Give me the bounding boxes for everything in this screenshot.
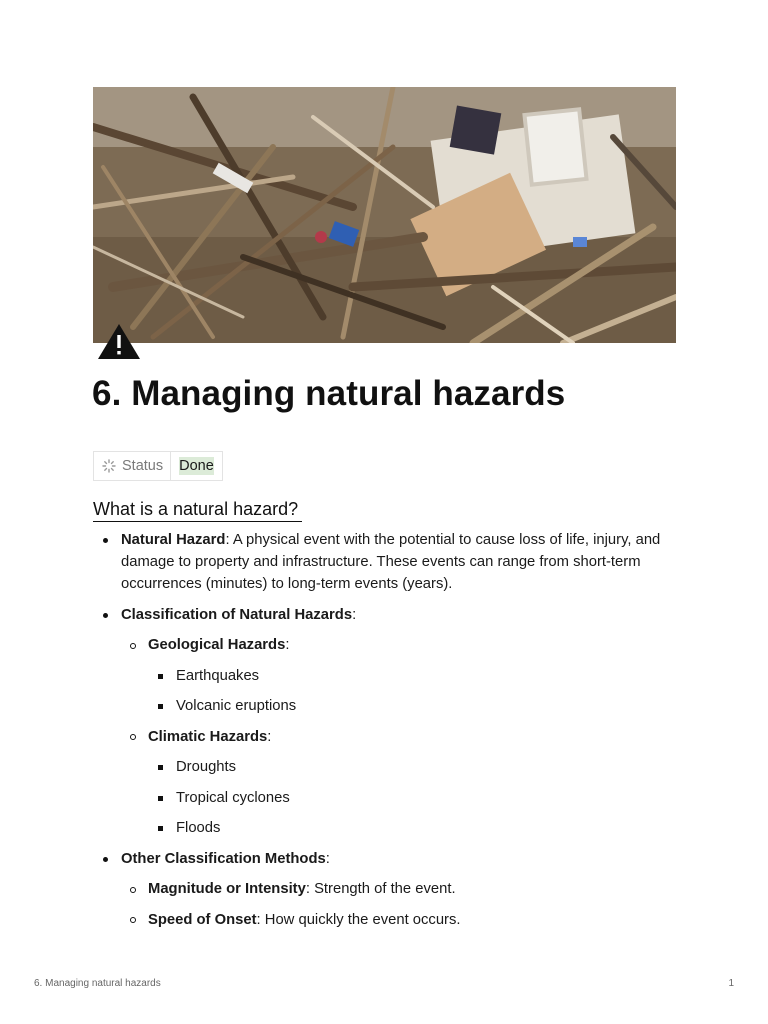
list-item	[93, 665, 683, 687]
page-title: 6. Managing natural hazards	[92, 374, 566, 413]
definition: : How quickly the event occurs.	[256, 911, 461, 928]
list-item	[93, 909, 683, 931]
list-item	[93, 756, 683, 778]
term: Other Classification Methods	[121, 850, 326, 867]
list-item	[93, 604, 683, 626]
status-badge: Done	[179, 458, 214, 474]
list-item	[93, 817, 683, 839]
definition: :	[325, 850, 330, 867]
term: Classification of Natural Hazards	[121, 606, 353, 623]
list-item	[93, 726, 683, 748]
bullet-marker	[158, 704, 163, 709]
bullet-marker	[103, 613, 108, 618]
bullet-marker	[158, 674, 163, 679]
definition: : A physical event with the potential to cause loss of life, injury, and damage to property and infrastructure. These events can range from short-term occurrences (minutes) to long-term events (years).	[121, 532, 661, 592]
item-text: Volcanic eruptions	[176, 698, 297, 714]
cover-image	[93, 87, 676, 343]
term: Speed of Onset	[148, 911, 257, 928]
item-text: Earthquakes	[176, 667, 260, 684]
definition: :	[285, 637, 290, 653]
status-property-value[interactable]	[171, 452, 222, 480]
bullet-marker	[103, 538, 108, 543]
footer-page-number: 1	[728, 978, 734, 989]
bullet-marker	[158, 796, 163, 801]
definition: :	[267, 728, 272, 745]
item-text: Floods	[176, 820, 221, 836]
item-text: Droughts	[176, 759, 237, 775]
bullet-marker	[103, 857, 108, 862]
bullet-marker	[130, 734, 136, 740]
list-item	[93, 634, 683, 656]
status-label: Status	[122, 458, 164, 474]
footer-doc-title: 6. Managing natural hazards	[34, 978, 161, 989]
property-status[interactable]	[93, 451, 223, 481]
list-item	[93, 695, 683, 717]
bullet-marker	[130, 917, 136, 923]
status-property-name	[94, 452, 171, 480]
bullet-list	[93, 529, 683, 939]
section-heading: What is a natural hazard?	[93, 499, 302, 522]
list-item	[93, 848, 683, 870]
definition: :	[352, 606, 357, 623]
term: Magnitude or Intensity	[148, 881, 306, 897]
list-item	[93, 787, 683, 809]
bullet-marker	[158, 826, 163, 831]
list-item	[93, 529, 683, 595]
item-text: Tropical cyclones	[176, 789, 290, 806]
bullet-marker	[130, 887, 136, 893]
bullet-marker	[158, 765, 163, 770]
loader-icon	[102, 459, 116, 473]
term: Climatic Hazards	[148, 728, 268, 745]
list-item	[93, 878, 683, 900]
term: Geological Hazards	[148, 637, 286, 653]
term: Natural Hazard	[121, 532, 226, 548]
warning-icon	[97, 322, 141, 360]
definition: : Strength of the event.	[305, 881, 456, 897]
bullet-marker	[130, 643, 136, 649]
